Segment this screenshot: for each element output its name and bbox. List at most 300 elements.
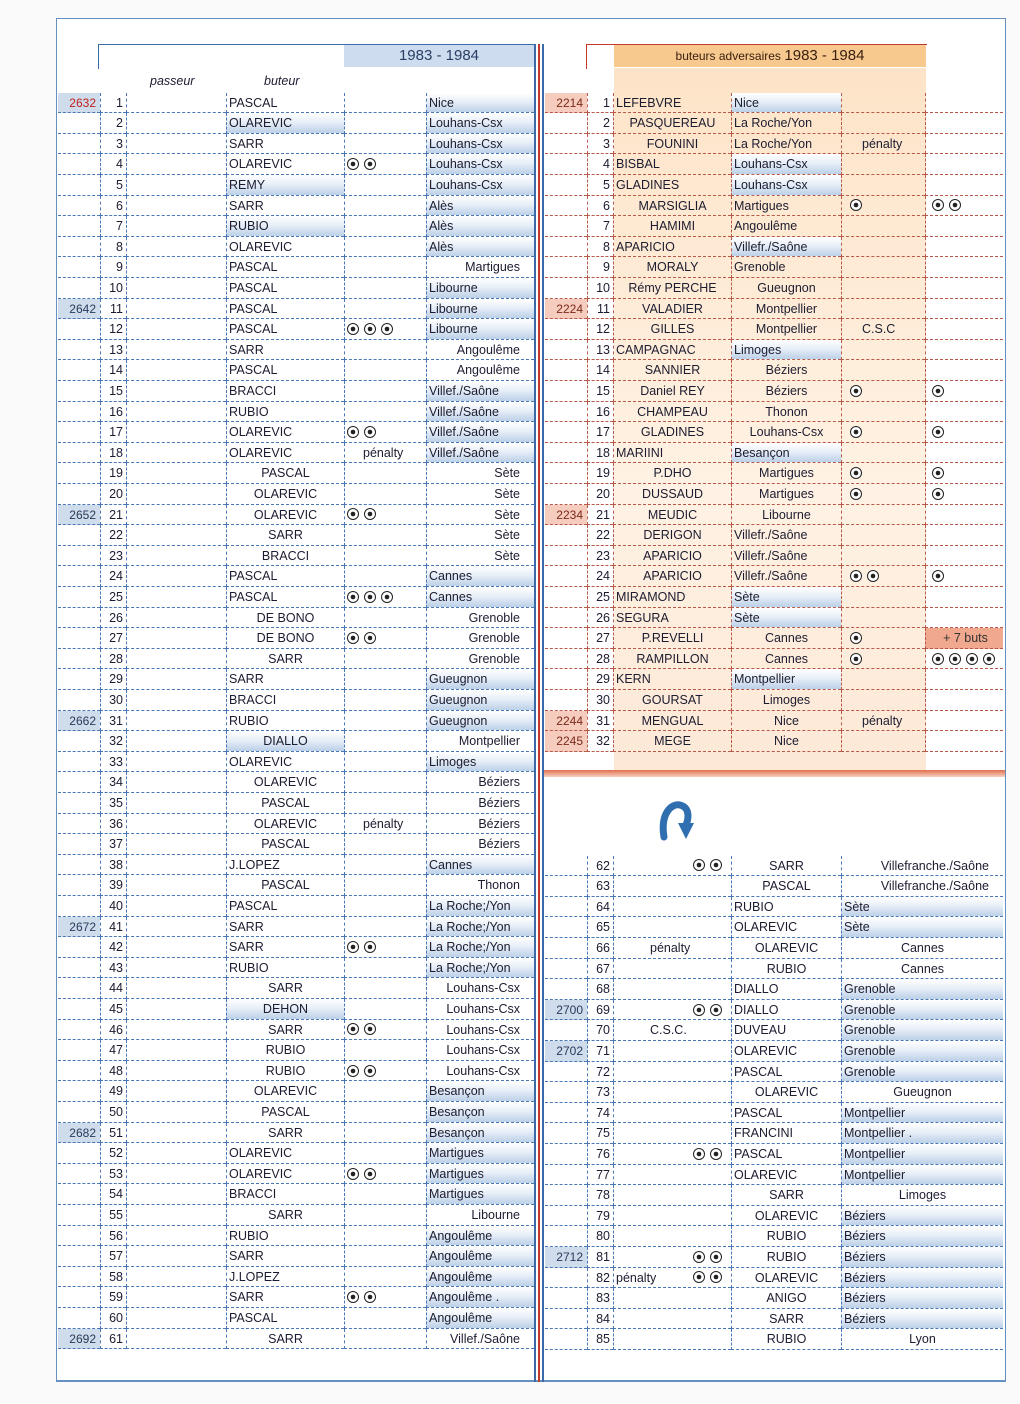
club-cell: Sète [426,525,534,546]
row-number: 32 [587,731,613,752]
match-count-marker [58,1287,100,1308]
opponent-club-cell: Nice [731,93,841,114]
scorer-cell: SARR [226,134,344,155]
soccer-ball-icon [867,570,879,582]
row-number: 79 [587,1206,613,1227]
row-number: 34 [100,772,126,793]
soccer-ball-icon [381,591,393,603]
row-number: 4 [587,154,613,175]
row-number: 2 [587,113,613,134]
scorer-cell: DIALLO [731,1000,841,1021]
club-cell: Louhans-Csx [426,978,534,999]
note-text [347,611,363,625]
goals-cell [841,525,925,546]
match-count-marker [58,257,100,278]
club-cell: Louhans-Csx [426,154,534,175]
match-count-marker [58,278,100,299]
goals-cell [344,917,426,938]
goals-cell [344,834,426,855]
match-count-marker [545,566,587,587]
match-count-marker [58,1102,100,1123]
note-text [347,281,363,295]
scorer-cell: SARR [226,669,344,690]
scorer-cell: PASCAL [226,875,344,896]
passer-cell [613,876,731,897]
goals-cell [344,340,426,361]
scorer-cell: OLAREVIC [226,237,344,258]
match-count-marker [545,649,587,670]
row-number: 55 [100,1205,126,1226]
note-text [844,116,862,130]
soccer-ball-icon [850,570,862,582]
match-count-marker [58,628,100,649]
soccer-ball-icon [710,1271,722,1283]
match-count-marker [545,1226,587,1247]
match-count-marker [58,649,100,670]
match-count-marker [545,1062,587,1083]
scorer-cell: SARR [226,1123,344,1144]
goals-cell [344,1061,426,1082]
row-number: 48 [100,1061,126,1082]
passer-cell [126,1123,226,1144]
soccer-ball-icon [364,591,376,603]
goals-cell [344,608,426,629]
club-cell: Angoulême [426,1267,534,1288]
passer-cell [126,1143,226,1164]
goals-cell [841,134,925,155]
row-number: 27 [100,628,126,649]
scorer-cell: PASCAL [226,1308,344,1329]
extra-goals-cell [925,196,1003,217]
row-number: 52 [100,1143,126,1164]
row-number: 68 [587,979,613,1000]
note-text [347,240,363,254]
match-count-marker [58,978,100,999]
match-count-marker [545,319,587,340]
note-text [844,734,862,748]
note-text [347,1270,363,1284]
row-number: 6 [587,196,613,217]
extra-goals-cell [925,381,1003,402]
club-cell: Béziers [426,793,534,814]
row-number: 19 [100,463,126,484]
soccer-ball-icon [347,941,359,953]
goals-cell [841,546,925,567]
passer-cell [613,959,731,980]
scorer-cell: DEHON [226,999,344,1020]
passer-cell [126,999,226,1020]
note-text [347,219,363,233]
goals-cell [344,278,426,299]
row-number: 20 [587,484,613,505]
goals-cell [344,1226,426,1247]
passer-cell [126,1061,226,1082]
match-count-marker [58,1040,100,1061]
match-count-marker [58,566,100,587]
opponent-scorer-cell: DERIGON [613,525,731,546]
soccer-ball-icon [710,1004,722,1016]
passer-cell [126,1226,226,1247]
row-number: 25 [587,587,613,608]
club-cell: Béziers [841,1288,1003,1309]
scorer-cell: PASCAL [226,834,344,855]
soccer-ball-icon [932,488,944,500]
goals-cell [344,484,426,505]
row-number: 32 [100,731,126,752]
goals-cell [344,958,426,979]
note-text [347,363,363,377]
row-number: 38 [100,855,126,876]
scorer-cell: PASCAL [226,257,344,278]
passer-cell [126,711,226,732]
row-number: 42 [100,937,126,958]
opponent-scorer-cell: P.REVELLI [613,628,731,649]
goals-cell [841,216,925,237]
match-count-marker [545,897,587,918]
scorer-cell: OLAREVIC [226,1081,344,1102]
soccer-ball-icon [693,1271,705,1283]
soccer-ball-icon [364,1168,376,1180]
goals-cell [841,381,925,402]
passer-cell [126,587,226,608]
match-count-marker [58,1184,100,1205]
passer-cell [613,1206,731,1227]
row-number: 13 [100,340,126,361]
match-count-marker [545,938,587,959]
club-cell: Libourne [426,278,534,299]
passer-cell [126,814,226,835]
scorer-cell: DE BONO [226,608,344,629]
club-cell: Alès [426,196,534,217]
passer-cell [126,1246,226,1267]
row-number: 23 [587,546,613,567]
opponent-club-cell: Villefr./Saône [731,237,841,258]
scorer-cell: OLAREVIC [731,938,841,959]
extra-goals-cell [925,134,1003,155]
goals-cell [344,1020,426,1041]
club-cell: La Roche;/Yon [426,896,534,917]
club-cell: Grenoble [841,979,1003,1000]
note-text [844,590,862,604]
club-cell: Louhans-Csx [426,999,534,1020]
section-divider-band [544,770,1005,777]
scorer-cell: OLAREVIC [226,484,344,505]
note-text [844,260,862,274]
club-cell: Libourne [426,1205,534,1226]
goals-cell [841,587,925,608]
row-number: 16 [100,402,126,423]
goals-cell [344,628,426,649]
match-count-marker [545,959,587,980]
extra-goals-cell [925,649,1003,670]
opponent-club-cell: Montpellier [731,299,841,320]
soccer-ball-icon [347,632,359,644]
note-text [347,466,363,480]
club-cell: Libourne [426,319,534,340]
club-cell: Limoges [426,752,534,773]
opponent-club-cell: Gueugnon [731,278,841,299]
match-count-marker [58,958,100,979]
match-count-marker: 2214 [545,93,587,114]
passer-cell [613,917,731,938]
soccer-ball-icon [710,1251,722,1263]
club-cell: Cannes [426,587,534,608]
goals-cell [841,669,925,690]
opponent-scorer-cell: KERN [613,669,731,690]
opponent-club-cell: Villefr./Saône [731,525,841,546]
passer-cell [126,649,226,670]
note-text [844,96,862,110]
row-number: 9 [587,257,613,278]
extra-goals-cell [925,93,1003,114]
goals-cell [344,154,426,175]
row-number: 78 [587,1185,613,1206]
goals-cell [344,257,426,278]
club-cell: La Roche;/Yon [426,958,534,979]
passer-cell [126,608,226,629]
scorer-cell: PASCAL [226,93,344,114]
note-text [347,1146,363,1160]
row-number: 75 [587,1123,613,1144]
row-number: 61 [100,1329,126,1350]
passer-cell [126,669,226,690]
row-number: 58 [100,1267,126,1288]
row-number: 80 [587,1226,613,1247]
row-number: 8 [587,237,613,258]
note-text [347,1187,363,1201]
goals-cell [344,319,426,340]
goals-cell [344,1102,426,1123]
club-cell: Angoulême [426,340,534,361]
note-text [844,693,862,707]
extra-goals-cell [925,299,1003,320]
scorer-cell: RUBIO [226,1226,344,1247]
row-number: 10 [100,278,126,299]
match-count-marker [545,484,587,505]
match-count-marker [58,690,100,711]
row-number: 22 [587,525,613,546]
scorer-cell: OLAREVIC [731,917,841,938]
extra-goals-cell [925,690,1003,711]
soccer-ball-icon [850,426,862,438]
row-number: 45 [100,999,126,1020]
goals-cell [344,669,426,690]
match-count-marker [545,1288,587,1309]
opponent-club-cell: Montpellier [731,319,841,340]
soccer-ball-icon [949,199,961,211]
note-text [347,878,363,892]
note-text [347,549,363,563]
goals-cell [344,93,426,114]
row-number: 73 [587,1082,613,1103]
scorer-cell: RUBIO [226,711,344,732]
soccer-ball-icon [693,1148,705,1160]
scorer-cell: SARR [226,525,344,546]
goals-cell [344,587,426,608]
note-text [844,240,862,254]
passer-text: C.S.C. [650,1023,687,1038]
soccer-ball-icon [364,323,376,335]
scorer-cell: OLAREVIC [731,1206,841,1227]
match-count-marker [58,731,100,752]
passer-cell [126,1164,226,1185]
row-number: 39 [100,875,126,896]
opponent-scorer-cell: LEFEBVRE [613,93,731,114]
club-cell: Villef./Saône [426,1329,534,1350]
row-number: 8 [100,237,126,258]
club-cell: Sète [841,897,1003,918]
match-count-marker [545,1206,587,1227]
match-count-marker [58,1061,100,1082]
row-number: 23 [100,546,126,567]
passer-cell [126,772,226,793]
goals-cell [344,443,426,464]
goals-cell [841,505,925,526]
note-text [844,343,862,357]
passer-cell [613,1062,731,1083]
note-text: pénalty [862,713,903,728]
opponent-club-cell: Louhans-Csx [731,175,841,196]
goals-cell [841,443,925,464]
opponent-scorer-cell: GILLES [613,319,731,340]
soccer-ball-icon [983,653,995,665]
note-text [347,775,363,789]
club-cell: Montpellier [426,731,534,752]
match-count-marker [545,608,587,629]
row-number: 76 [587,1144,613,1165]
goals-cell [841,319,925,340]
row-number: 12 [587,319,613,340]
match-count-marker [58,113,100,134]
opponent-scorer-cell: HAMIMI [613,216,731,237]
row-number: 77 [587,1165,613,1186]
goals-cell [841,340,925,361]
club-cell: Libourne [426,299,534,320]
goals-cell [344,937,426,958]
match-count-marker [545,1309,587,1330]
note-text [347,137,363,151]
scorer-cell: OLAREVIC [226,752,344,773]
opponent-scorer-cell: MORALY [613,257,731,278]
extra-goals-cell [925,422,1003,443]
match-count-marker: 2662 [58,711,100,732]
match-count-marker [58,340,100,361]
row-number: 11 [587,299,613,320]
match-count-marker [58,1246,100,1267]
opponent-scorer-cell: MIRAMOND [613,587,731,608]
note-text [347,1249,363,1263]
soccer-ball-icon [364,158,376,170]
extra-goals-cell [925,340,1003,361]
club-cell: Angoulême [426,360,534,381]
soccer-ball-icon [364,1291,376,1303]
soccer-ball-icon [347,1291,359,1303]
row-number: 29 [100,669,126,690]
passer-cell [126,855,226,876]
scorer-cell: PASCAL [226,1102,344,1123]
scorer-cell: BRACCI [226,546,344,567]
match-count-marker [58,319,100,340]
club-cell: Villef./Saône [426,443,534,464]
opponent-club-cell: La Roche/Yon [731,134,841,155]
row-number: 85 [587,1329,613,1350]
match-count-marker [545,134,587,155]
goals-cell [841,402,925,423]
extra-goals-cell [925,237,1003,258]
right-title-prefix: buteurs adversaires [675,49,781,63]
note-text [844,363,862,377]
passer-cell [613,1329,731,1350]
club-cell: Montpellier [841,1144,1003,1165]
scorer-cell: OLAREVIC [226,443,344,464]
passer-cell [126,628,226,649]
soccer-ball-icon [347,323,359,335]
soccer-ball-icon [347,1065,359,1077]
opponent-club-cell: Angoulême [731,216,841,237]
passer-cell [126,1184,226,1205]
row-number: 63 [587,876,613,897]
row-number: 2 [100,113,126,134]
passer-cell [126,834,226,855]
goals-cell [344,216,426,237]
opponent-scorer-cell: MEUDIC [613,505,731,526]
note-text [844,611,862,625]
opponent-scorer-cell: APARICIO [613,566,731,587]
club-cell: Grenoble [426,628,534,649]
match-count-marker [545,175,587,196]
opponent-scorer-cell: APARICIO [613,546,731,567]
soccer-ball-icon [850,199,862,211]
note-text [347,96,363,110]
match-count-marker [58,1205,100,1226]
goals-cell [344,731,426,752]
opponent-scorer-cell: Rémy PERCHE [613,278,731,299]
match-count-marker [545,917,587,938]
opponent-scorer-cell: MARSIGLIA [613,196,731,217]
goals-cell [344,113,426,134]
goals-cell [841,484,925,505]
soccer-ball-icon [850,385,862,397]
opponent-club-cell: Béziers [731,360,841,381]
scorer-cell: OLAREVIC [731,1268,841,1289]
row-number: 31 [587,711,613,732]
scorer-cell: OLAREVIC [226,113,344,134]
soccer-ball-icon [850,467,862,479]
scorer-cell: PASCAL [226,319,344,340]
soccer-ball-icon [693,1251,705,1263]
match-count-marker [545,257,587,278]
match-count-marker: 2712 [545,1247,587,1268]
match-count-marker [545,463,587,484]
scorer-cell: PASCAL [226,463,344,484]
passer-cell [126,505,226,526]
goals-cell [344,402,426,423]
passer-cell [126,257,226,278]
match-count-marker [58,1164,100,1185]
passer-cell [613,1000,731,1021]
scorer-cell: PASCAL [226,278,344,299]
row-number: 7 [100,216,126,237]
note-text [347,487,363,501]
scorer-cell: DIALLO [731,979,841,1000]
match-count-marker [545,876,587,897]
row-number: 17 [587,422,613,443]
club-cell: Gueugnon [426,669,534,690]
goals-cell [841,360,925,381]
note-text [347,899,363,913]
opponent-scorer-cell: VALADIER [613,299,731,320]
passer-cell [126,443,226,464]
